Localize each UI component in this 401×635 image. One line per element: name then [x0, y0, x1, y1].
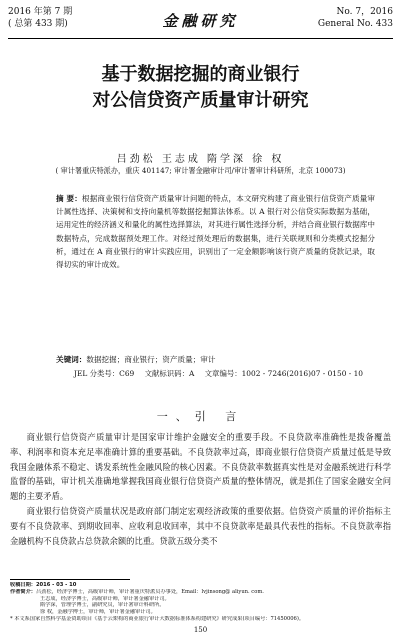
fund-note-line: * 本文系国家自然科学基金资助项目《基于云架构的商业银行审计大数据标准体系构建研究》研究成果(项目编号：71450006)。 [10, 615, 305, 622]
title-line-2: 对公信贷资产质量审计研究 [92, 90, 309, 111]
document-code: 文献标识码：A [144, 369, 195, 378]
issue-info-right [318, 6, 393, 30]
article-title [0, 62, 401, 114]
author-4-line: 徐 权，金融学博士，审计师，审计署金融审计司。 [40, 609, 156, 616]
footnotes [10, 582, 391, 623]
body-paragraph: 商业银行信贷资产质量审计是国家审计维护金融安全的重要手段。不良贷款率准确性是拨备覆盖率、利润率和资本充足率准确计算的重要基础。不良贷款率过高，即商业银行信贷资产质量过低是导致我国金融体系不稳定、诱发系统性金融风险的核心因素。不良贷款率数据真实性是对金融系统进行科学监督的基础，审计机关准确地掌握我国商业银行信贷资产质量的整体情况，就是抓住了国家金融安全问题的主要矛盾。 [10, 432, 391, 502]
issue-number-en: No. 7，2016 [336, 7, 393, 17]
keywords-text: 数据挖掘；商业银行；资产质量；审计 [86, 355, 216, 364]
author-1-line [10, 589, 391, 596]
page-number: 150 [193, 626, 208, 634]
general-number-en: General No. 433 [317, 19, 393, 29]
abstract [56, 192, 375, 271]
article-number: 文章编号：1002 - 7246(2016)07 - 0150 - 10 [204, 369, 364, 378]
footnote-rule [10, 579, 130, 580]
author-2-line: 王志成，经济学博士，高级审计师，审计署金融审计司。 [40, 595, 170, 602]
running-header [8, 6, 393, 42]
classification-meta [74, 367, 391, 380]
author-list: 吕劲松 王志成 隋学深 徐 权 [116, 154, 285, 165]
keywords [56, 353, 375, 366]
abstract-text: 根据商业银行信贷资产质量审计问题的特点，本文研究构建了商业银行信贷资产质量审计属性选择、决策树和支持向量机等数据挖掘算法体系。以 A 银行对公信贷实际数据为基础，运用定性的经济涵义和量化的属性选择算法，对其进行属性选择分析，并结合商业银行数据库中数据特点，完成数据预处理工作。对经过预处理后的数据集，进行关联规则和分类模式挖掘分析，通过在 A 商业银行的审计实践应用，识别出了一定金额影响该行资产质量的贷款记录，取得切实的审计成效。 [56, 194, 375, 270]
section-heading: 一、引 言 [156, 410, 245, 423]
journal-name: 金融研究 [162, 12, 239, 30]
author-intro-label-text: 作者简介： [10, 588, 36, 595]
issue-year-number: 2016 年第 7 期 [8, 7, 73, 17]
received-line [10, 582, 391, 589]
body-paragraph: 商业银行信贷资产质量状况是政府部门制定宏观经济政策的重要依据。信贷资产质量的评价指标主要有不良贷款率、到期收回率、应收利息收回率，其中不良贷款率是最具代表性的指标。不良贷款率指金融机构不良贷款占总贷款余额的比重。贷款五级分类不 [10, 505, 391, 546]
header-rule [8, 38, 393, 39]
received-date-text: 收稿日期：2016 - 03 - 10 [10, 582, 77, 588]
issue-total-number: ( 总第 433 期) [8, 19, 68, 29]
author-1-text: 吕劲松，经济学博士，高级审计师，审计署重庆特派员办事处，Email：lvjinsong@ aliyun. com. [35, 588, 264, 595]
abstract-label: 摘 要： [56, 194, 82, 203]
keywords-label: 关键词： [56, 355, 87, 364]
author-3-line: 隋学深，管理学博士，副研究员，审计署审计科研所。 [40, 602, 165, 609]
jel-code: JEL 分类号：C69 [74, 369, 135, 378]
title-line-1: 基于数据挖掘的商业银行 [101, 64, 300, 85]
body-text [10, 430, 391, 548]
affiliation: ( 审计署重庆特派办，重庆 401147; 审计署金融审计司/审计署审计科研所，北京 100073) [55, 166, 346, 175]
